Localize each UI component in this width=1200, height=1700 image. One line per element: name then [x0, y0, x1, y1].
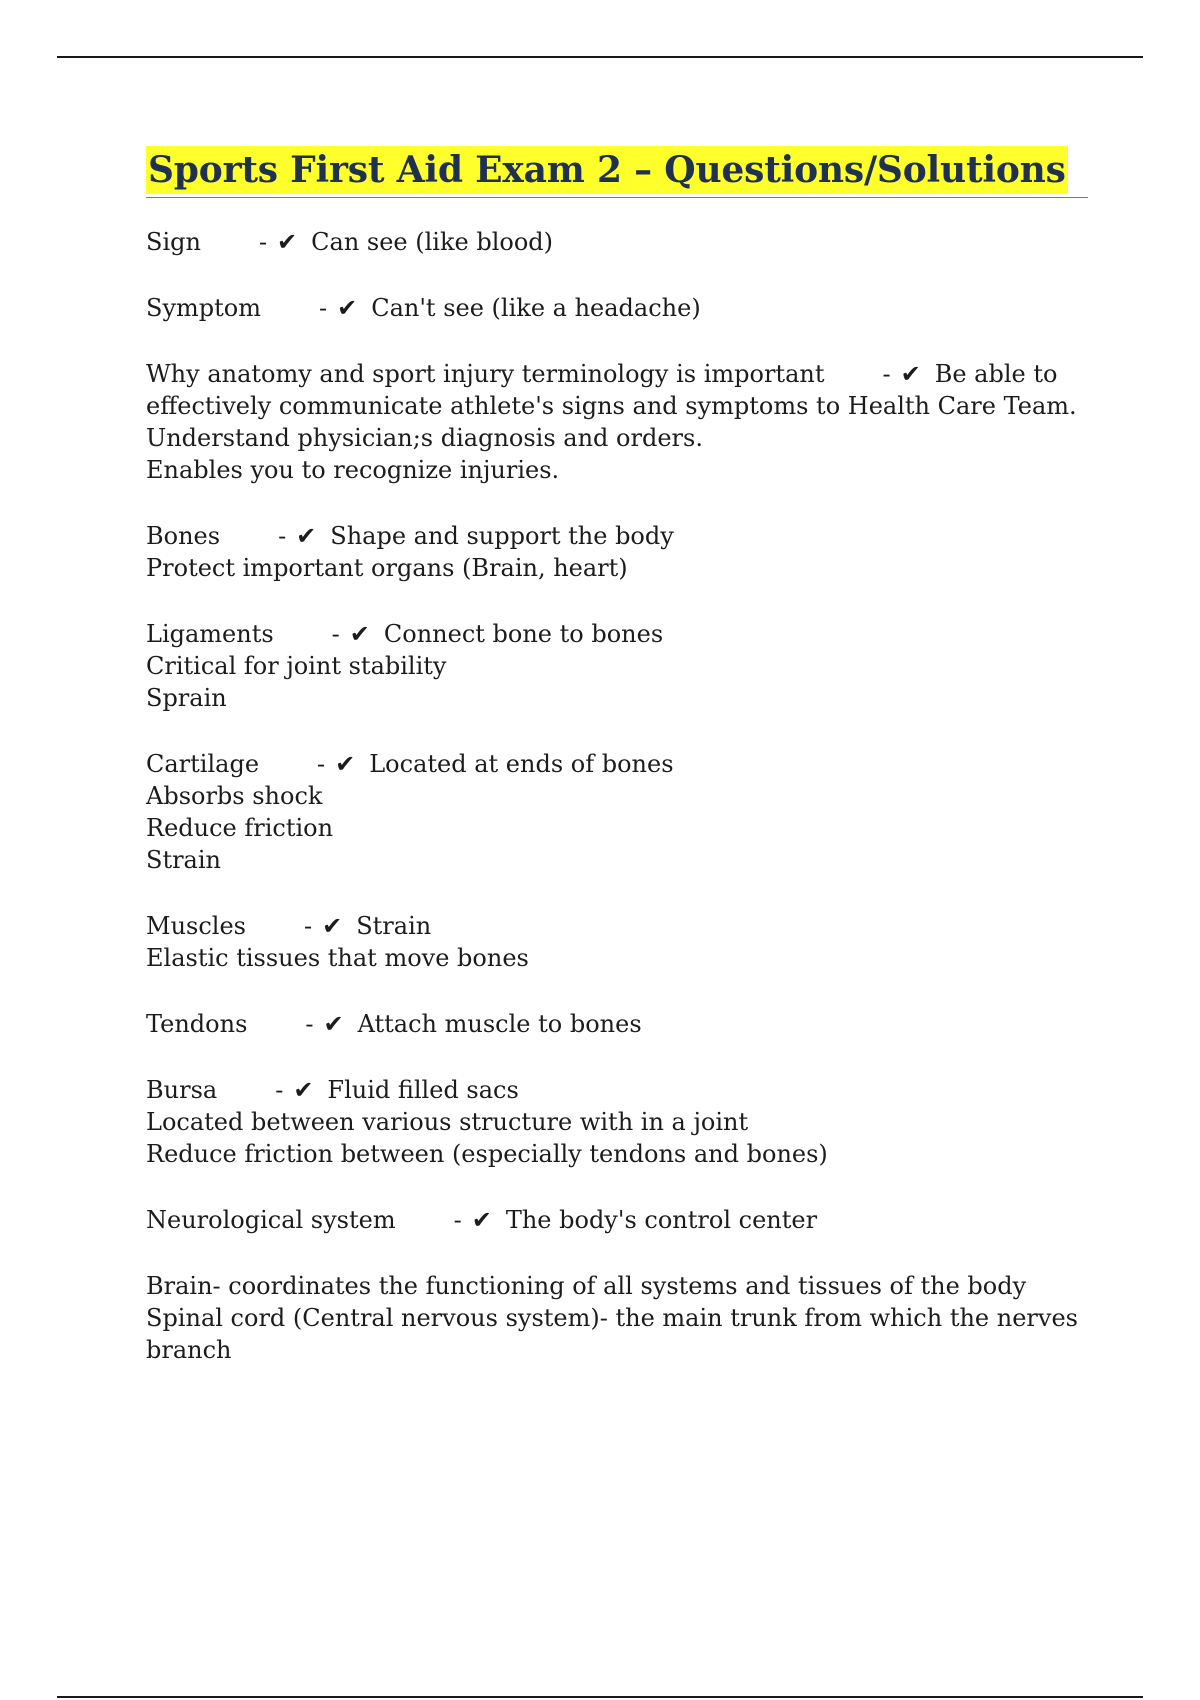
- answer-line: Elastic tissues that move bones: [146, 944, 529, 972]
- qa-first-line: [146, 228, 553, 256]
- qa-first-line: [146, 360, 1077, 420]
- answer-text: The body's control center: [505, 1206, 818, 1234]
- checkmark-icon: ✔: [471, 1206, 492, 1234]
- checkmark-icon: ✔: [900, 360, 921, 388]
- footer-rule: [57, 1696, 1143, 1698]
- qa-item: [146, 748, 1096, 876]
- answer-line: Protect important organs (Brain, heart): [146, 554, 628, 582]
- qa-first-line: [146, 1010, 642, 1038]
- answer-line: Reduce friction between (especially tendons and bones): [146, 1140, 828, 1168]
- checkmark-icon: ✔: [296, 522, 317, 550]
- header-rule: [57, 56, 1143, 58]
- answer-line: Brain- coordinates the functioning of all systems and tissues of the body: [146, 1272, 1027, 1300]
- qa-first-line: [146, 294, 701, 322]
- answer-text: Be able to effectively communicate athlete's signs and symptoms to Health Care Team.: [146, 360, 1077, 420]
- answer-line: Sprain: [146, 684, 227, 712]
- answer-line: Enables you to recognize injuries.: [146, 456, 560, 484]
- qa-first-line: [146, 1206, 817, 1234]
- qa-item: [146, 910, 1096, 974]
- qa-item: [146, 358, 1096, 486]
- qa-item: [146, 1204, 1096, 1236]
- qa-item: [146, 1270, 1096, 1366]
- question-text: Why anatomy and sport injury terminology is important: [146, 360, 825, 388]
- document-body: [146, 146, 1096, 1400]
- question-text: Bones: [146, 522, 221, 550]
- answer-line: Understand physician;s diagnosis and orders.: [146, 424, 703, 452]
- answer-line: Critical for joint stability: [146, 652, 447, 680]
- separator-dash: -: [278, 522, 287, 550]
- separator-dash: -: [453, 1206, 462, 1234]
- checkmark-icon: ✔: [293, 1076, 314, 1104]
- page-title: Sports First Aid Exam 2 – Questions/Solutions: [146, 146, 1068, 194]
- checkmark-icon: ✔: [349, 620, 370, 648]
- qa-item: [146, 292, 1096, 324]
- qa-item: [146, 520, 1096, 584]
- question-text: Neurological system: [146, 1206, 396, 1234]
- answer-line: Strain: [146, 846, 221, 874]
- qa-first-line: [146, 1076, 519, 1104]
- qa-list: [146, 226, 1096, 1366]
- question-text: Muscles: [146, 912, 246, 940]
- answer-text: Shape and support the body: [330, 522, 674, 550]
- answer-line: Located between various structure with in a joint: [146, 1108, 749, 1136]
- answer-text: Can see (like blood): [311, 228, 554, 256]
- answer-text: Located at ends of bones: [369, 750, 674, 778]
- title-underline: [146, 146, 1088, 198]
- question-text: Cartilage: [146, 750, 260, 778]
- question-text: Ligaments: [146, 620, 274, 648]
- separator-dash: -: [318, 294, 328, 322]
- answer-text: Strain: [356, 912, 432, 940]
- answer-line: Absorbs shock: [146, 782, 323, 810]
- answer-text: Attach muscle to bones: [357, 1010, 642, 1038]
- separator-dash: -: [275, 1076, 284, 1104]
- answer-text: Fluid filled sacs: [327, 1076, 519, 1104]
- separator-dash: -: [305, 1010, 314, 1038]
- qa-first-line: [146, 750, 674, 778]
- qa-first-line: [146, 620, 663, 648]
- checkmark-icon: ✔: [277, 228, 298, 256]
- separator-dash: -: [317, 750, 326, 778]
- qa-item: [146, 1008, 1096, 1040]
- answer-text: Can't see (like a headache): [371, 294, 701, 322]
- qa-item: [146, 226, 1096, 258]
- checkmark-icon: ✔: [335, 750, 356, 778]
- separator-dash: -: [258, 228, 268, 256]
- separator-dash: -: [882, 360, 891, 388]
- checkmark-icon: ✔: [323, 1010, 344, 1038]
- checkmark-icon: ✔: [337, 294, 358, 322]
- separator-dash: -: [331, 620, 340, 648]
- answer-line: Reduce friction: [146, 814, 334, 842]
- checkmark-icon: ✔: [322, 912, 343, 940]
- qa-first-line: [146, 912, 431, 940]
- question-text: Bursa: [146, 1076, 218, 1104]
- separator-dash: -: [303, 912, 313, 940]
- answer-line: Spinal cord (Central nervous system)- the main trunk from which the nerves branch: [146, 1304, 1086, 1364]
- qa-first-line: [146, 522, 674, 550]
- question-text: Symptom: [146, 294, 261, 322]
- answer-text: Connect bone to bones: [383, 620, 664, 648]
- qa-item: [146, 1074, 1096, 1170]
- qa-item: [146, 618, 1096, 714]
- question-text: Sign: [146, 228, 201, 256]
- question-text: Tendons: [146, 1010, 248, 1038]
